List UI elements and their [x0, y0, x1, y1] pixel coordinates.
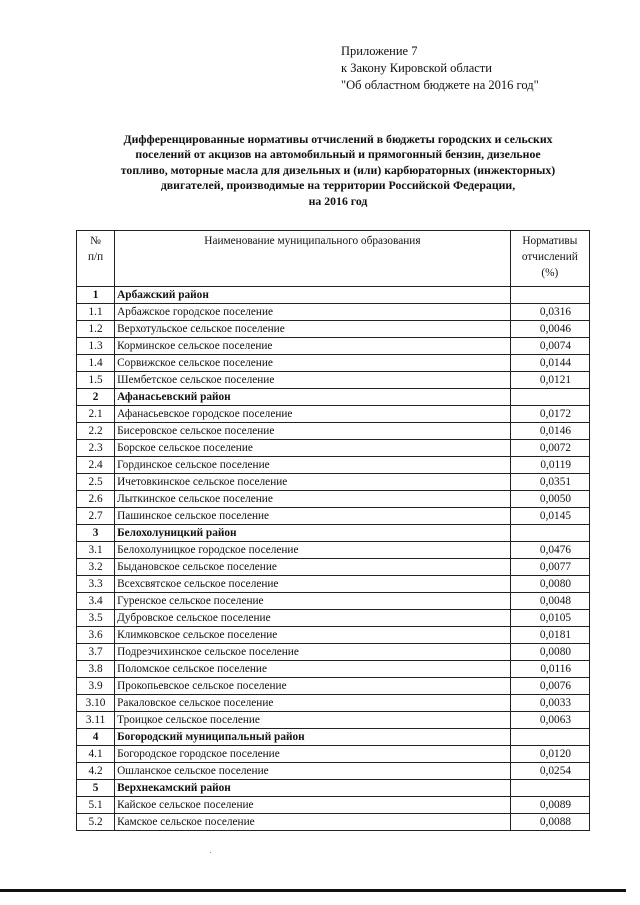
row-name: Арбажский район	[115, 287, 511, 304]
header-number-line1: №	[90, 235, 101, 247]
row-name: Ракаловское сельское поселение	[115, 695, 511, 712]
row-name: Ошланское сельское поселение	[115, 763, 511, 780]
table-row	[77, 712, 590, 729]
appendix-line: Приложение 7	[341, 44, 418, 58]
row-value: 0,0089	[510, 797, 589, 814]
header-value-line2: отчислений	[521, 251, 578, 263]
district-row	[77, 287, 590, 304]
table-row	[77, 763, 590, 780]
row-value: 0,0144	[510, 355, 589, 372]
table-row	[77, 610, 590, 627]
table-row	[77, 746, 590, 763]
table-row	[77, 627, 590, 644]
row-name: Белохолуницкое городское поселение	[115, 542, 511, 559]
row-name: Климковское сельское поселение	[115, 627, 511, 644]
row-number: 3	[77, 525, 115, 542]
row-name: Гуренское сельское поселение	[115, 593, 511, 610]
scan-speck	[210, 852, 211, 853]
row-value: 0,0145	[510, 508, 589, 525]
row-value: 0,0074	[510, 338, 589, 355]
row-value: 0,0116	[510, 661, 589, 678]
appendix-line: "Об областном бюджете на 2016 год"	[341, 78, 539, 92]
row-name: Всехсвятское сельское поселение	[115, 576, 511, 593]
row-number: 5.1	[77, 797, 115, 814]
row-number: 2.6	[77, 491, 115, 508]
row-number: 1.4	[77, 355, 115, 372]
row-number: 2	[77, 389, 115, 406]
row-number: 4.2	[77, 763, 115, 780]
table-row	[77, 797, 590, 814]
row-value: 0,0077	[510, 559, 589, 576]
row-number: 2.3	[77, 440, 115, 457]
row-value: 0,0080	[510, 576, 589, 593]
table-row	[77, 678, 590, 695]
row-number: 1.1	[77, 304, 115, 321]
row-name: Камское сельское поселение	[115, 814, 511, 831]
table-row	[77, 440, 590, 457]
row-name: Быдановское сельское поселение	[115, 559, 511, 576]
row-number: 2.2	[77, 423, 115, 440]
row-value	[510, 780, 589, 797]
row-value	[510, 389, 589, 406]
row-name: Верхнекамский район	[115, 780, 511, 797]
header-name: Наименование муниципального образования	[115, 231, 511, 287]
title-line: Дифференцированные нормативы отчислений в бюджеты городских и сельских	[123, 132, 553, 146]
row-number: 5	[77, 780, 115, 797]
table-row	[77, 814, 590, 831]
row-number: 1.5	[77, 372, 115, 389]
row-value: 0,0050	[510, 491, 589, 508]
table-row	[77, 576, 590, 593]
header-number-line2: п/п	[87, 251, 104, 263]
row-name: Троицкое сельское поселение	[115, 712, 511, 729]
row-number: 2.4	[77, 457, 115, 474]
row-value: 0,0046	[510, 321, 589, 338]
row-number: 3.7	[77, 644, 115, 661]
row-number: 4	[77, 729, 115, 746]
row-name: Дубровское сельское поселение	[115, 610, 511, 627]
appendix-line: к Закону Кировской области	[341, 61, 492, 75]
row-value	[510, 525, 589, 542]
row-value: 0,0088	[510, 814, 589, 831]
row-value: 0,0172	[510, 406, 589, 423]
row-value: 0,0033	[510, 695, 589, 712]
row-name: Богородское городское поселение	[115, 746, 511, 763]
header-value-line1: Нормативы	[522, 235, 578, 247]
row-name: Арбажское городское поселение	[115, 304, 511, 321]
appendix-reference	[341, 43, 539, 94]
title-line: топливо, моторные масла для дизельных и (или) карбюраторных (инжекторных)	[120, 162, 556, 177]
table-row	[77, 423, 590, 440]
table-row	[77, 593, 590, 610]
table-row	[77, 695, 590, 712]
row-name: Бисеровское сельское поселение	[115, 423, 511, 440]
table-row	[77, 457, 590, 474]
row-number: 3.3	[77, 576, 115, 593]
table-row	[77, 372, 590, 389]
row-value: 0,0048	[510, 593, 589, 610]
row-number: 4.1	[77, 746, 115, 763]
row-name: Сорвижское сельское поселение	[115, 355, 511, 372]
header-value-line3: (%)	[541, 267, 559, 279]
row-number: 2.1	[77, 406, 115, 423]
district-row	[77, 780, 590, 797]
table-row	[77, 491, 590, 508]
row-name: Корминское сельское поселение	[115, 338, 511, 355]
table-row	[77, 321, 590, 338]
row-number: 3.4	[77, 593, 115, 610]
row-number: 5.2	[77, 814, 115, 831]
row-value: 0,0119	[510, 457, 589, 474]
row-number: 1.2	[77, 321, 115, 338]
bottom-rule	[0, 889, 626, 892]
row-number: 3.6	[77, 627, 115, 644]
row-name: Белохолуницкий район	[115, 525, 511, 542]
document-title	[78, 132, 598, 209]
row-number: 3.11	[77, 712, 115, 729]
district-row	[77, 525, 590, 542]
row-number: 3.10	[77, 695, 115, 712]
row-name: Подрезчихинское сельское поселение	[115, 644, 511, 661]
row-name: Лыткинское сельское поселение	[115, 491, 511, 508]
district-row	[77, 389, 590, 406]
table-row	[77, 338, 590, 355]
table-row	[77, 304, 590, 321]
row-value: 0,0120	[510, 746, 589, 763]
row-name: Поломское сельское поселение	[115, 661, 511, 678]
row-name: Кайское сельское поселение	[115, 797, 511, 814]
row-number: 3.8	[77, 661, 115, 678]
row-number: 2.7	[77, 508, 115, 525]
row-value: 0,0080	[510, 644, 589, 661]
row-name: Прокопьевское сельское поселение	[115, 678, 511, 695]
row-number: 3.1	[77, 542, 115, 559]
table-row	[77, 661, 590, 678]
row-value	[510, 729, 589, 746]
table-header-row	[77, 231, 590, 287]
row-value: 0,0476	[510, 542, 589, 559]
norms-table	[76, 230, 590, 831]
row-number: 3.9	[77, 678, 115, 695]
row-value: 0,0254	[510, 763, 589, 780]
row-name: Шембетское сельское поселение	[115, 372, 511, 389]
header-value	[510, 231, 589, 287]
table-row	[77, 644, 590, 661]
row-value: 0,0105	[510, 610, 589, 627]
row-value: 0,0121	[510, 372, 589, 389]
title-line: двигателей, производимые на территории Российской Федерации,	[160, 178, 516, 193]
title-line: на 2016 год	[308, 193, 368, 208]
row-name: Борское сельское поселение	[115, 440, 511, 457]
row-number: 3.2	[77, 559, 115, 576]
row-value	[510, 287, 589, 304]
row-number: 2.5	[77, 474, 115, 491]
row-value: 0,0181	[510, 627, 589, 644]
row-value: 0,0076	[510, 678, 589, 695]
row-name: Ичетовкинское сельское поселение	[115, 474, 511, 491]
row-number: 1.3	[77, 338, 115, 355]
row-value: 0,0063	[510, 712, 589, 729]
row-name: Верхотульское сельское поселение	[115, 321, 511, 338]
row-number: 3.5	[77, 610, 115, 627]
row-value: 0,0146	[510, 423, 589, 440]
row-value: 0,0351	[510, 474, 589, 491]
title-line: поселений от акцизов на автомобильный и прямогонный бензин, дизельное	[135, 147, 541, 162]
row-name: Гординское сельское поселение	[115, 457, 511, 474]
row-name: Афанасьевский район	[115, 389, 511, 406]
row-value: 0,0316	[510, 304, 589, 321]
row-value: 0,0072	[510, 440, 589, 457]
table-row	[77, 474, 590, 491]
row-number: 1	[77, 287, 115, 304]
table-row	[77, 559, 590, 576]
table-row	[77, 542, 590, 559]
table-row	[77, 508, 590, 525]
table-row	[77, 355, 590, 372]
district-row	[77, 729, 590, 746]
table-row	[77, 406, 590, 423]
row-name: Афанасьевское городское поселение	[115, 406, 511, 423]
row-name: Богородский муниципальный район	[115, 729, 511, 746]
row-name: Пашинское сельское поселение	[115, 508, 511, 525]
header-number	[77, 231, 115, 287]
